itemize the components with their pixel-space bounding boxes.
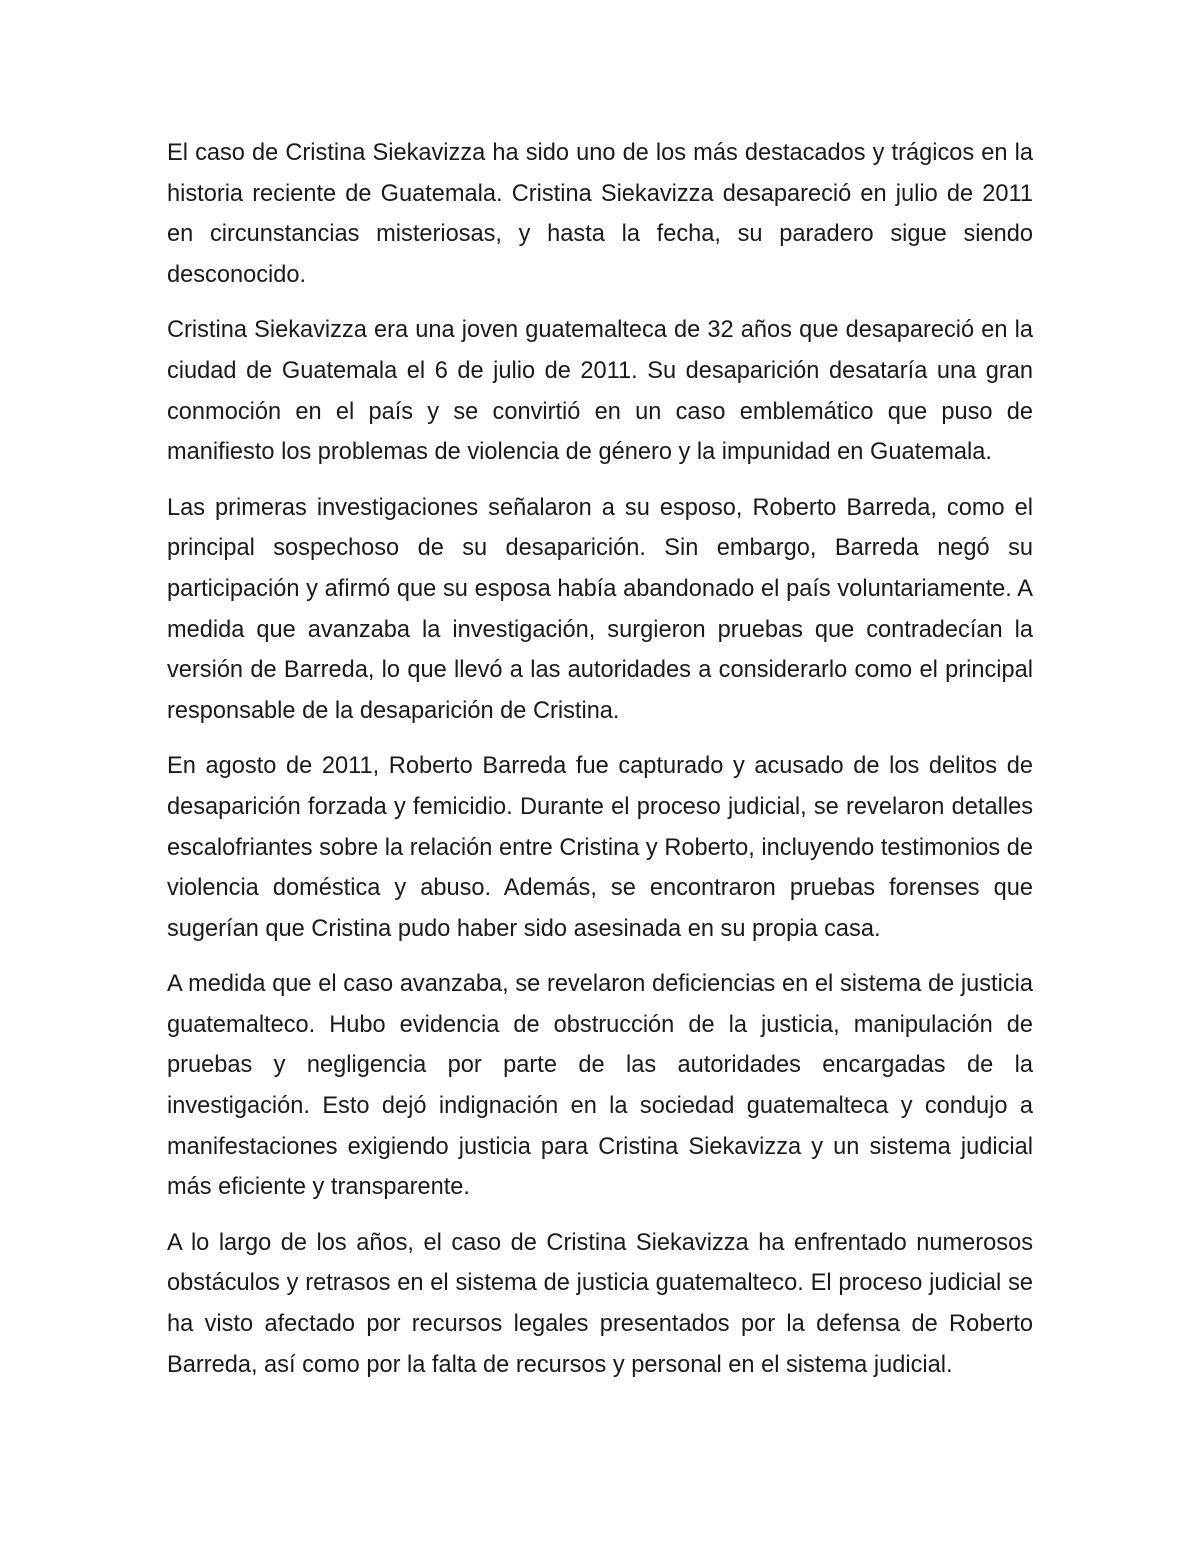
paragraph: En agosto de 2011, Roberto Barreda fue capturado y acusado de los delitos de desaparición forzada y femicidio. Durante el proceso judicial, se revelaron detalles escalofriantes sobre la relación entre Cristina y Roberto, incluyendo testimonios de violencia doméstica y abuso. Además, se encontraron pruebas forenses que sugerían que Cristina pudo haber sido asesinada en su propia casa. xyxy=(167,753,1033,942)
paragraph: A lo largo de los años, el caso de Cristina Siekavizza ha enfrentado numerosos obstáculos y retrasos en el sistema de justicia guatemalteco. El proceso judicial se ha visto afectado por recursos legales presentados por la defensa de Roberto Barreda, así como por la falta de recursos y personal en el sistema judicial. xyxy=(167,1229,1033,1378)
paragraph: El caso de Cristina Siekavizza ha sido uno de los más destacados y trágicos en la historia reciente de Guatemala. Cristina Siekavizza desapareció en julio de 2011 en circunstancias misteriosas, y hasta la fecha, su paradero sigue siendo desconocido. xyxy=(167,140,1033,288)
paragraph: Las primeras investigaciones señalaron a su esposo, Roberto Barreda, como el principal sospechoso de su desaparición. Sin embargo, Barreda negó su participación y afirmó que su esposa había abandonado el país voluntariamente. A medida que avanzaba la investigación, surgieron pruebas que contradecían la versión de Barreda, lo que llevó a las autoridades a considerarlo como el principal responsable de la desaparición de Cristina. xyxy=(167,494,1033,724)
paragraph: Cristina Siekavizza era una joven guatemalteca de 32 años que desapareció en la ciudad de Guatemala el 6 de julio de 2011. Su desaparición desataría una gran conmoción en el país y se convirtió en un caso emblemático que puso de manifiesto los problemas de violencia de género y la impunidad en Guatemala. xyxy=(167,317,1033,466)
document-body xyxy=(167,133,1033,1400)
paragraph: A medida que el caso avanzaba, se revelaron deficiencias en el sistema de justicia guatemalteco. Hubo evidencia de obstrucción de la justicia, manipulación de pruebas y negligencia por parte de las autoridades encargadas de la investigación. Esto dejó indignación en la sociedad guatemalteca y condujo a manifestaciones exigiendo justicia para Cristina Siekavizza y un sistema judicial más eficiente y transparente. xyxy=(167,971,1033,1201)
